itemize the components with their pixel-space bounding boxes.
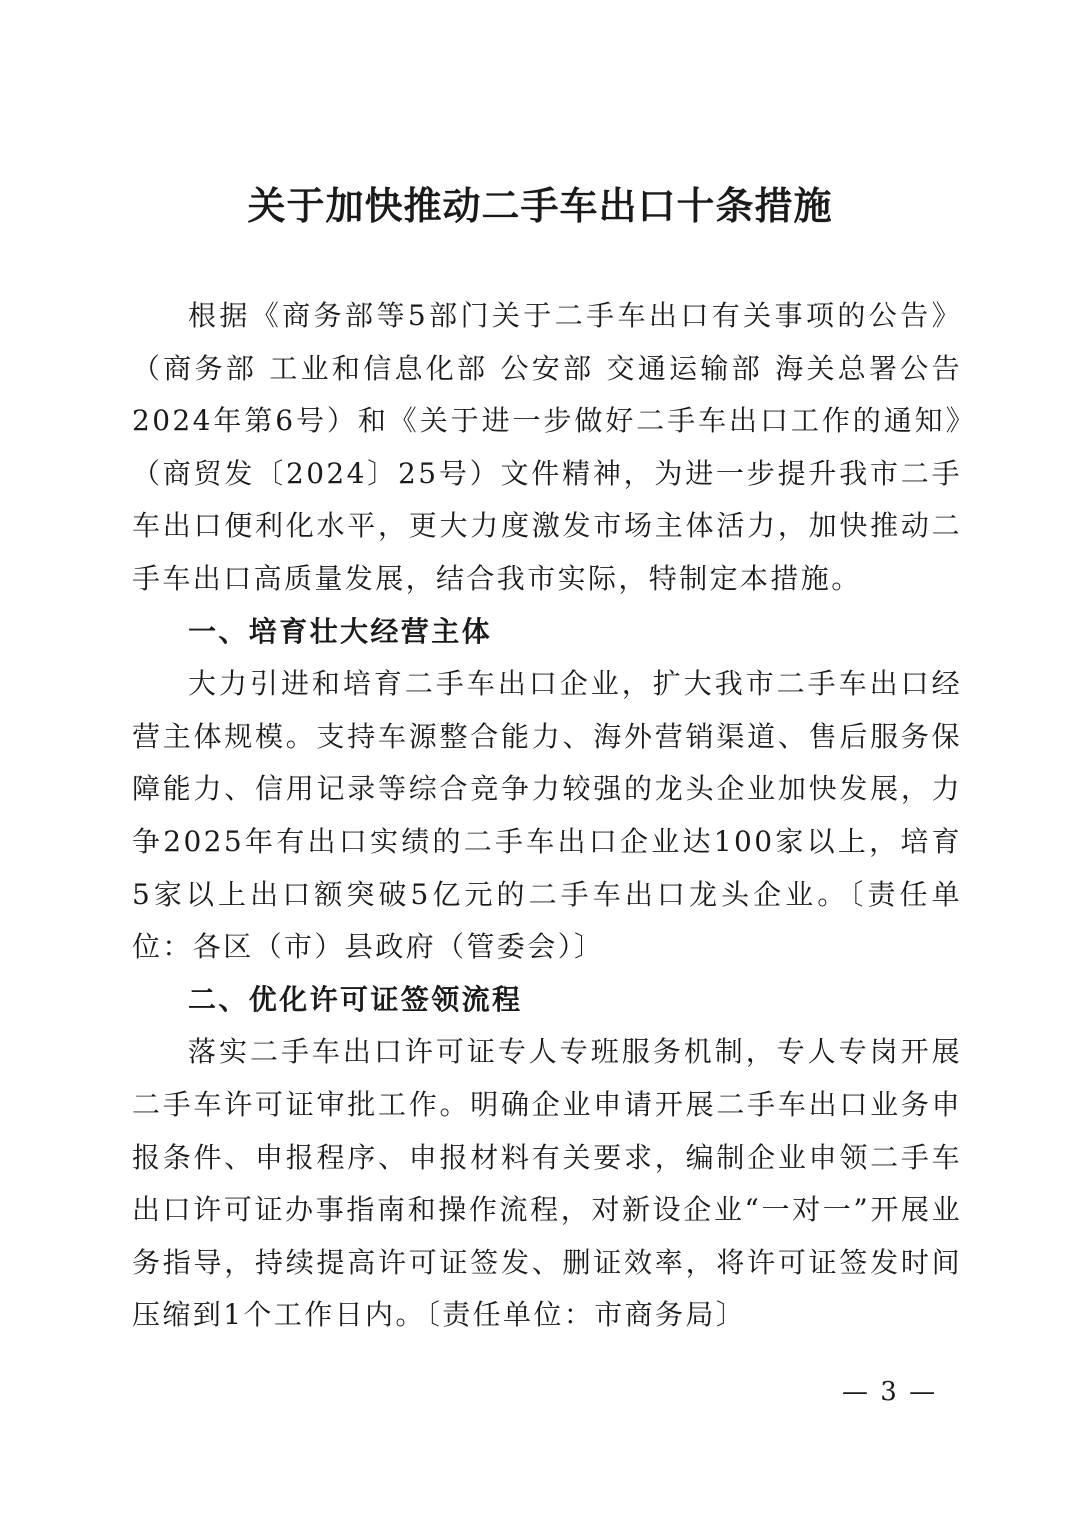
section-heading-2: 二、优化许可证签领流程 [188,982,523,1016]
intro-paragraph: 根据《商务部等5部门关于二手车出口有关事项的公告》（商务部 工业和信息化部 公安部 交通运输部 海关总署公告2024年第6号）和《关于进一步做好二手车出口工作的通知》（商贸发〔2024〕25号）文件精神，为进一步提升我市二手车出口便利化水平，更大力度激发市场主体活力，加快推动二手车出口高质量发展，结合我市实际，特制定本措施。 [132,299,962,595]
page-number: — 3 — [842,1377,938,1407]
section-paragraph-2: 落实二手车出口许可证专人专班服务机制，专人专岗开展二手车许可证审批工作。明确企业申请开展二手车出口业务申报条件、申报程序、申报材料有关要求，编制企业申领二手车出口许可证办事指南和操作流程，对新设企业“一对一”开展业务指导，持续提高许可证签发、删证效率，将许可证签发时间压缩到1个工作日内。〔责任单位：市商务局〕 [132,1035,962,1332]
section-heading-1: 一、培育壮大经营主体 [188,614,493,648]
document-body [132,290,962,1342]
section-paragraph-1: 大力引进和培育二手车出口企业，扩大我市二手车出口经营主体规模。支持车源整合能力、海外营销渠道、售后服务保障能力、信用记录等综合竞争力较强的龙头企业加快发展，力争2025年有出口实绩的二手车出口企业达100家以上，培育5家以上出口额突破5亿元的二手车出口龙头企业。〔责任单位：各区（市）县政府（管委会）〕 [132,667,962,964]
document-title: 关于加快推动二手车出口十条措施 [247,184,833,228]
